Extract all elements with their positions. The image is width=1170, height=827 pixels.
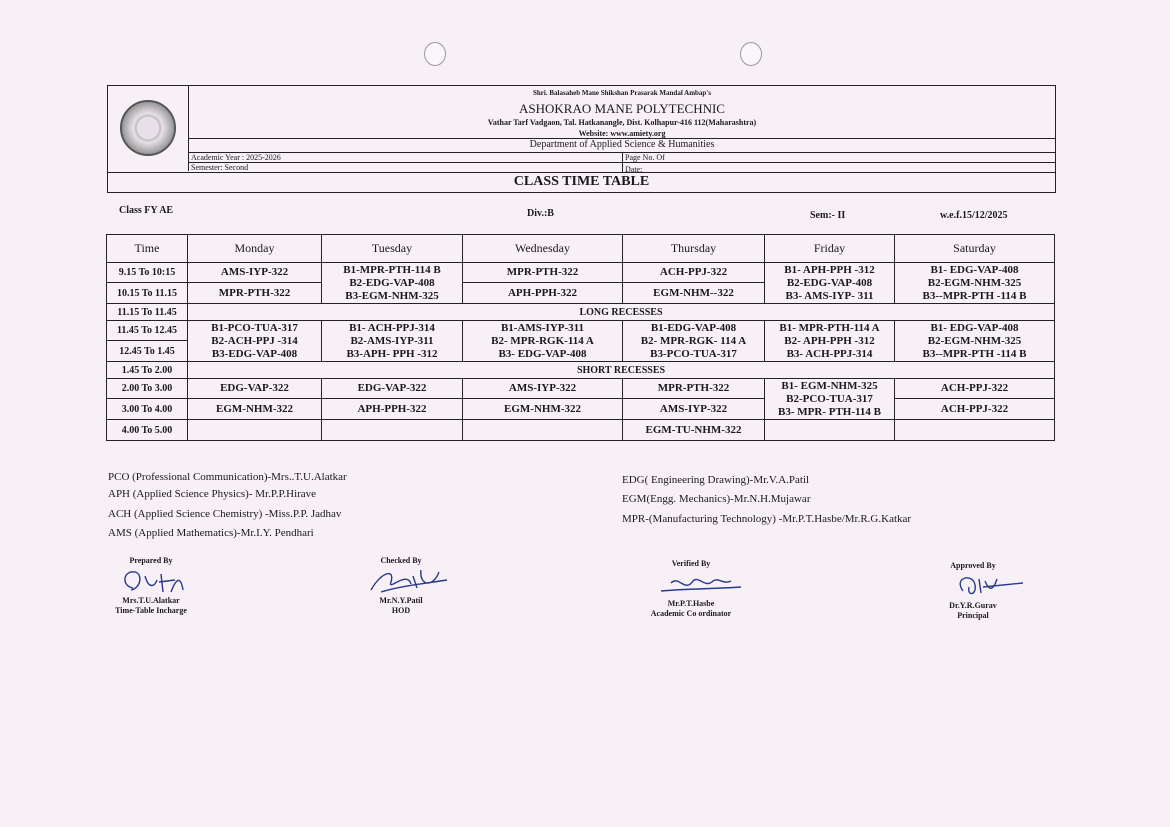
empty-cell bbox=[322, 420, 463, 441]
class-label: Class FY AE bbox=[119, 205, 174, 216]
time-cell: 11.45 To 12.45 bbox=[107, 321, 188, 341]
batch-line: B3-PCO-TUA-317 bbox=[650, 347, 737, 360]
table-header-row bbox=[107, 235, 1055, 263]
batch-line: B2-EDG-VAP-408 bbox=[349, 276, 435, 289]
lecture-cell: AMS-IYP-322 bbox=[623, 399, 765, 420]
time-cell: 12.45 To 1.45 bbox=[107, 341, 188, 362]
lecture-cell: APH-PPH-322 bbox=[322, 399, 463, 420]
institute-address: Vathar Tarf Vadgaon, Tal. Hatkanangle, Dist. Kolhapur-416 112(Maharashtra) bbox=[487, 118, 757, 127]
batch-line: B1- EGM-NHM-325 bbox=[781, 379, 878, 392]
table-row bbox=[107, 263, 1055, 283]
date-field: Date: bbox=[625, 165, 643, 174]
legend-item: MPR-(Manufacturing Technology) -Mr.P.T.Hasbe/Mr.R.G.Katkar bbox=[622, 513, 912, 525]
batch-line: B1- ACH-PPJ-314 bbox=[349, 321, 435, 334]
signature-verified bbox=[636, 559, 746, 619]
lecture-cell: EDG-VAP-322 bbox=[322, 379, 463, 399]
batch-line: B3- EDG-VAP-408 bbox=[498, 347, 587, 360]
lecture-cell: APH-PPH-322 bbox=[463, 283, 623, 304]
table-row bbox=[107, 362, 1055, 379]
batch-line: B1- APH-PPH -312 bbox=[784, 263, 875, 276]
signatory-role: Time-Table Incharge bbox=[115, 606, 187, 615]
lecture-cell: AMS-IYP-322 bbox=[463, 379, 623, 399]
batch-line: B2-AMS-IYP-311 bbox=[350, 334, 434, 347]
batch-line: B2-EGM-NHM-325 bbox=[927, 276, 1022, 289]
academic-year: Academic Year : 2025-2026 bbox=[191, 153, 281, 162]
column-header: Monday bbox=[188, 235, 322, 263]
batch-line: B3-EGM-NHM-325 bbox=[345, 289, 439, 302]
time-cell: 11.15 To 11.45 bbox=[107, 304, 188, 321]
signature-caption: Approved By bbox=[950, 561, 996, 570]
timetable bbox=[106, 234, 1055, 441]
signatory-role: Academic Co ordinator bbox=[650, 609, 732, 618]
signatory-role: Principal bbox=[957, 611, 989, 620]
handwritten-signature-icon bbox=[111, 566, 191, 596]
column-header: Wednesday bbox=[463, 235, 623, 263]
column-header: Thursday bbox=[623, 235, 765, 263]
legend-item: EGM(Engg. Mechanics)-Mr.N.H.Mujawar bbox=[622, 493, 811, 505]
lecture-cell: MPR-PTH-322 bbox=[623, 379, 765, 399]
legend-item: EDG( Engineering Drawing)-Mr.V.A.Patil bbox=[622, 474, 810, 486]
legend-item: APH (Applied Science Physics)- Mr.P.P.Hirave bbox=[108, 488, 317, 500]
page-number: Page No. Of bbox=[625, 153, 665, 162]
institute-header bbox=[107, 85, 1056, 193]
lecture-cell: AMS-IYP-322 bbox=[188, 263, 322, 283]
lecture-cell: EGM-NHM--322 bbox=[623, 283, 765, 304]
time-cell: 2.00 To 3.00 bbox=[107, 379, 188, 399]
legend-item: AMS (Applied Mathematics)-Mr.I.Y. Pendhari bbox=[108, 527, 314, 539]
signature-checked bbox=[346, 556, 456, 616]
batch-line: B3-APH- PPH -312 bbox=[346, 347, 438, 360]
batch-line: B1-EDG-VAP-408 bbox=[650, 321, 737, 334]
batch-line: B2- MPR-RGK- 114 A bbox=[640, 334, 747, 347]
logo-cell bbox=[108, 86, 189, 171]
lecture-cell bbox=[322, 263, 463, 304]
lecture-cell: EGM-NHM-322 bbox=[463, 399, 623, 420]
signature-approved bbox=[918, 561, 1028, 621]
batch-line: B2-PCO-TUA-317 bbox=[786, 392, 873, 405]
batch-line: B3--MPR-PTH -114 B bbox=[922, 289, 1027, 302]
table-row bbox=[107, 420, 1055, 441]
semester: Semester: Second bbox=[191, 163, 249, 172]
lecture-cell: EGM-TU-NHM-322 bbox=[623, 420, 765, 441]
batch-line: B1- MPR-PTH-114 A bbox=[779, 321, 880, 334]
division-label: Div.:B bbox=[527, 208, 554, 219]
signature-caption: Verified By bbox=[671, 559, 711, 568]
signatory-name: Mr.N.Y.Patil bbox=[379, 596, 423, 605]
lecture-cell: ACH-PPJ-322 bbox=[623, 263, 765, 283]
semester-label: Sem:- II bbox=[810, 210, 846, 221]
institute-logo-icon bbox=[120, 100, 176, 156]
empty-cell bbox=[463, 420, 623, 441]
lecture-cell: ACH-PPJ-322 bbox=[895, 399, 1055, 420]
signatory-role: HOD bbox=[391, 606, 411, 615]
page-title: CLASS TIME TABLE bbox=[513, 174, 650, 189]
lecture-cell bbox=[463, 321, 623, 362]
institute-name: ASHOKRAO MANE POLYTECHNIC bbox=[519, 101, 725, 116]
legend-left bbox=[108, 469, 347, 541]
lecture-cell bbox=[895, 263, 1055, 304]
column-header: Saturday bbox=[895, 235, 1055, 263]
batch-line: B3-EDG-VAP-408 bbox=[211, 347, 298, 360]
column-header: Time bbox=[107, 235, 188, 263]
signature-caption: Checked By bbox=[380, 556, 422, 565]
wef-date: w.e.f.15/12/2025 bbox=[940, 210, 1008, 221]
legend-item: ACH (Applied Science Chemistry) -Miss.P.P. Jadhav bbox=[108, 508, 342, 520]
lecture-cell: MPR-PTH-322 bbox=[188, 283, 322, 304]
signatory-name: Dr.Y.R.Gurav bbox=[949, 601, 997, 610]
lecture-cell bbox=[765, 321, 895, 362]
table-row bbox=[107, 399, 1055, 420]
society-name: Shri. Balasaheb Mane Shikshan Prasarak Mandal Ambap's bbox=[533, 89, 711, 97]
legend-item: PCO (Professional Communication)-Mrs..T.U.Alatkar bbox=[108, 471, 347, 483]
department-name: Department of Applied Science & Humanities bbox=[529, 139, 715, 150]
signature-caption: Prepared By bbox=[129, 556, 173, 565]
batch-line: B3- ACH-PPJ-314 bbox=[786, 347, 873, 360]
table-row bbox=[107, 379, 1055, 399]
handwritten-signature-icon bbox=[923, 571, 1023, 601]
batch-line: B1-PCO-TUA-317 bbox=[211, 321, 298, 334]
lecture-cell: EDG-VAP-322 bbox=[188, 379, 322, 399]
punch-hole-right bbox=[740, 42, 762, 66]
lecture-cell bbox=[188, 321, 322, 362]
lecture-cell bbox=[765, 263, 895, 304]
handwritten-signature-icon bbox=[641, 569, 741, 599]
signatory-name: Mr.P.T.Hasbe bbox=[667, 599, 715, 608]
batch-line: B1-MPR-PTH-114 B bbox=[343, 263, 441, 276]
signature-prepared bbox=[96, 556, 206, 616]
short-recess-cell: SHORT RECESSES bbox=[188, 362, 1055, 379]
legend-right bbox=[622, 472, 911, 527]
batch-line: B2-ACH-PPJ -314 bbox=[211, 334, 298, 347]
batch-line: B1-AMS-IYP-311 bbox=[500, 321, 585, 334]
lecture-cell: EGM-NHM-322 bbox=[188, 399, 322, 420]
batch-line: B3--MPR-PTH -114 B bbox=[922, 347, 1027, 360]
column-header: Tuesday bbox=[322, 235, 463, 263]
batch-line: B1- EDG-VAP-408 bbox=[930, 263, 1019, 276]
time-cell: 10.15 To 11.15 bbox=[107, 283, 188, 304]
lecture-cell bbox=[895, 321, 1055, 362]
time-cell: 9.15 To 10:15 bbox=[107, 263, 188, 283]
time-cell: 1.45 To 2.00 bbox=[107, 362, 188, 379]
empty-cell bbox=[765, 420, 895, 441]
long-recess-cell: LONG RECESSES bbox=[188, 304, 1055, 321]
time-cell: 3.00 To 4.00 bbox=[107, 399, 188, 420]
handwritten-signature-icon bbox=[351, 566, 451, 596]
batch-line: B3- AMS-IYP- 311 bbox=[785, 289, 874, 302]
table-row bbox=[107, 321, 1055, 341]
institute-website: Website: www.amiety.org bbox=[578, 129, 666, 138]
lecture-cell bbox=[322, 321, 463, 362]
column-header: Friday bbox=[765, 235, 895, 263]
signatory-name: Mrs.T.U.Alatkar bbox=[122, 596, 180, 605]
empty-cell bbox=[188, 420, 322, 441]
empty-cell bbox=[895, 420, 1055, 441]
time-cell: 4.00 To 5.00 bbox=[107, 420, 188, 441]
batch-line: B2- MPR-RGK-114 A bbox=[491, 334, 594, 347]
lecture-cell: ACH-PPJ-322 bbox=[895, 379, 1055, 399]
batch-line: B2- APH-PPH -312 bbox=[784, 334, 875, 347]
lecture-cell bbox=[765, 379, 895, 420]
table-row bbox=[107, 304, 1055, 321]
batch-line: B3- MPR- PTH-114 B bbox=[778, 405, 881, 418]
batch-line: B1- EDG-VAP-408 bbox=[930, 321, 1019, 334]
batch-line: B2-EDG-VAP-408 bbox=[786, 276, 873, 289]
batch-line: B2-EGM-NHM-325 bbox=[927, 334, 1022, 347]
punch-hole-left bbox=[424, 42, 446, 66]
lecture-cell: MPR-PTH-322 bbox=[463, 263, 623, 283]
lecture-cell bbox=[623, 321, 765, 362]
